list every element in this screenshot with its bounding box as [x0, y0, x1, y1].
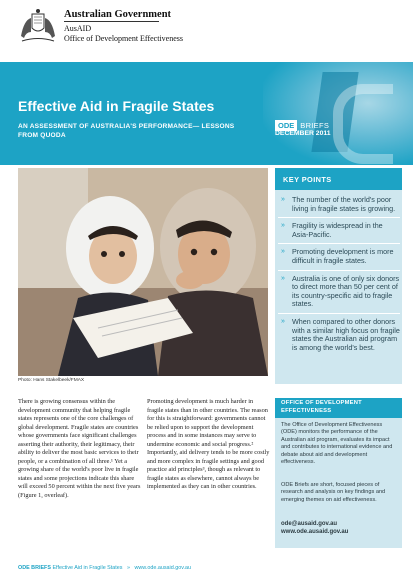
office-name: Office of Development Effectiveness	[64, 34, 183, 43]
list-item	[278, 196, 400, 218]
body-text-left: There is growing consensus within the development community that helping fragile states represents one of the core challenges of global development. Fragile states are countries whose governments face significant challenges asserting their authority, their legitimacy, their ability to deliver the most basic services to their people, or a combination of all three.¹ Yet a growing share of the world's poor live in fragile states and some projections indicate this share will exceed 50 percent within the next five years (Figure 1, overleaf).	[18, 398, 141, 500]
contact-email-link[interactable]: ode@ausaid.gov.au	[281, 521, 338, 527]
photo-caption: Photo: Hans Stakelbeek/FMAX	[18, 378, 85, 383]
footer-separator: »	[126, 565, 130, 571]
ode-briefs-description: ODE Briefs are short, focused pieces of research and analysis on key findings and emerging themes on aid effectiveness.	[281, 482, 386, 503]
bullet-icon: »	[281, 274, 285, 282]
key-points-list	[278, 196, 400, 360]
bullet-icon: »	[281, 317, 285, 325]
list-item	[278, 275, 400, 314]
list-item	[278, 222, 400, 244]
brief-label-ode: ODE	[275, 120, 297, 131]
footer-url-link[interactable]: www.ode.ausaid.gov.au	[134, 565, 192, 571]
ode-description: The Office of Development Effectiveness (ODE) monitors the performance of the Australian aid program, evaluates its impact and contributes to international evidence and debate about aid and development effectiveness.	[281, 422, 393, 466]
website-link[interactable]: www.ode.ausaid.gov.au	[281, 529, 349, 535]
footer-title: Effective Aid in Fragile States	[52, 565, 123, 571]
bullet-icon: »	[281, 222, 285, 230]
list-item	[278, 248, 400, 270]
government-branding	[64, 9, 284, 45]
bullet-icon: »	[281, 248, 285, 256]
key-point-text: Fragility is widespread in the Asia-Pacific.	[292, 221, 383, 239]
page-footer	[18, 565, 191, 571]
key-point-text: The number of the world's poor living in fragile states is growing.	[292, 195, 396, 213]
government-name: Australian Government	[64, 9, 172, 20]
page-title: Effective Aid in Fragile States	[18, 98, 215, 114]
key-point-text: Australia is one of only six donors to direct more than 50 per cent of its country-specific aid to fragile states.	[292, 273, 400, 309]
agency-name: AusAID	[64, 24, 92, 33]
ode-info-title: OFFICE OF DEVELOPMENT EFFECTIVENESS	[281, 400, 362, 414]
key-points-title: KEY POINTS	[283, 175, 332, 184]
page-subtitle: AN ASSESSMENT OF AUSTRALIA'S PERFORMANCE— LESSONS FROM QUODA	[18, 123, 235, 139]
header-divider	[64, 21, 159, 22]
brief-label-briefs: BRIEFS	[300, 121, 330, 130]
key-point-text: When compared to other donors with a similar high focus on fragile states the Australian aid program is among the world's best.	[292, 316, 400, 352]
bullet-icon: »	[281, 196, 285, 203]
footer-brief-label: ODE BRIEFS	[18, 565, 51, 571]
coat-of-arms-icon	[18, 8, 58, 44]
key-point-text: Promoting development is more difficult in fragile states.	[292, 247, 394, 265]
banner-decoration	[333, 84, 393, 164]
cover-photo	[18, 168, 268, 376]
body-text-right: Promoting development is much harder in fragile states than in other countries. The reason for this is straightforward: governments cannot be relied upon to support the development process and in some instances may serve to undermine economic and social progress.² Importantly, aid delivery tends to be more costly and more complex in fragile settings and good practice aid principles³, though as relevant to fragile states as elsewhere, cannot always be implemented as they can in other countries.	[147, 398, 270, 491]
publication-date: DECEMBER 2011	[275, 130, 331, 137]
list-item	[278, 318, 400, 356]
